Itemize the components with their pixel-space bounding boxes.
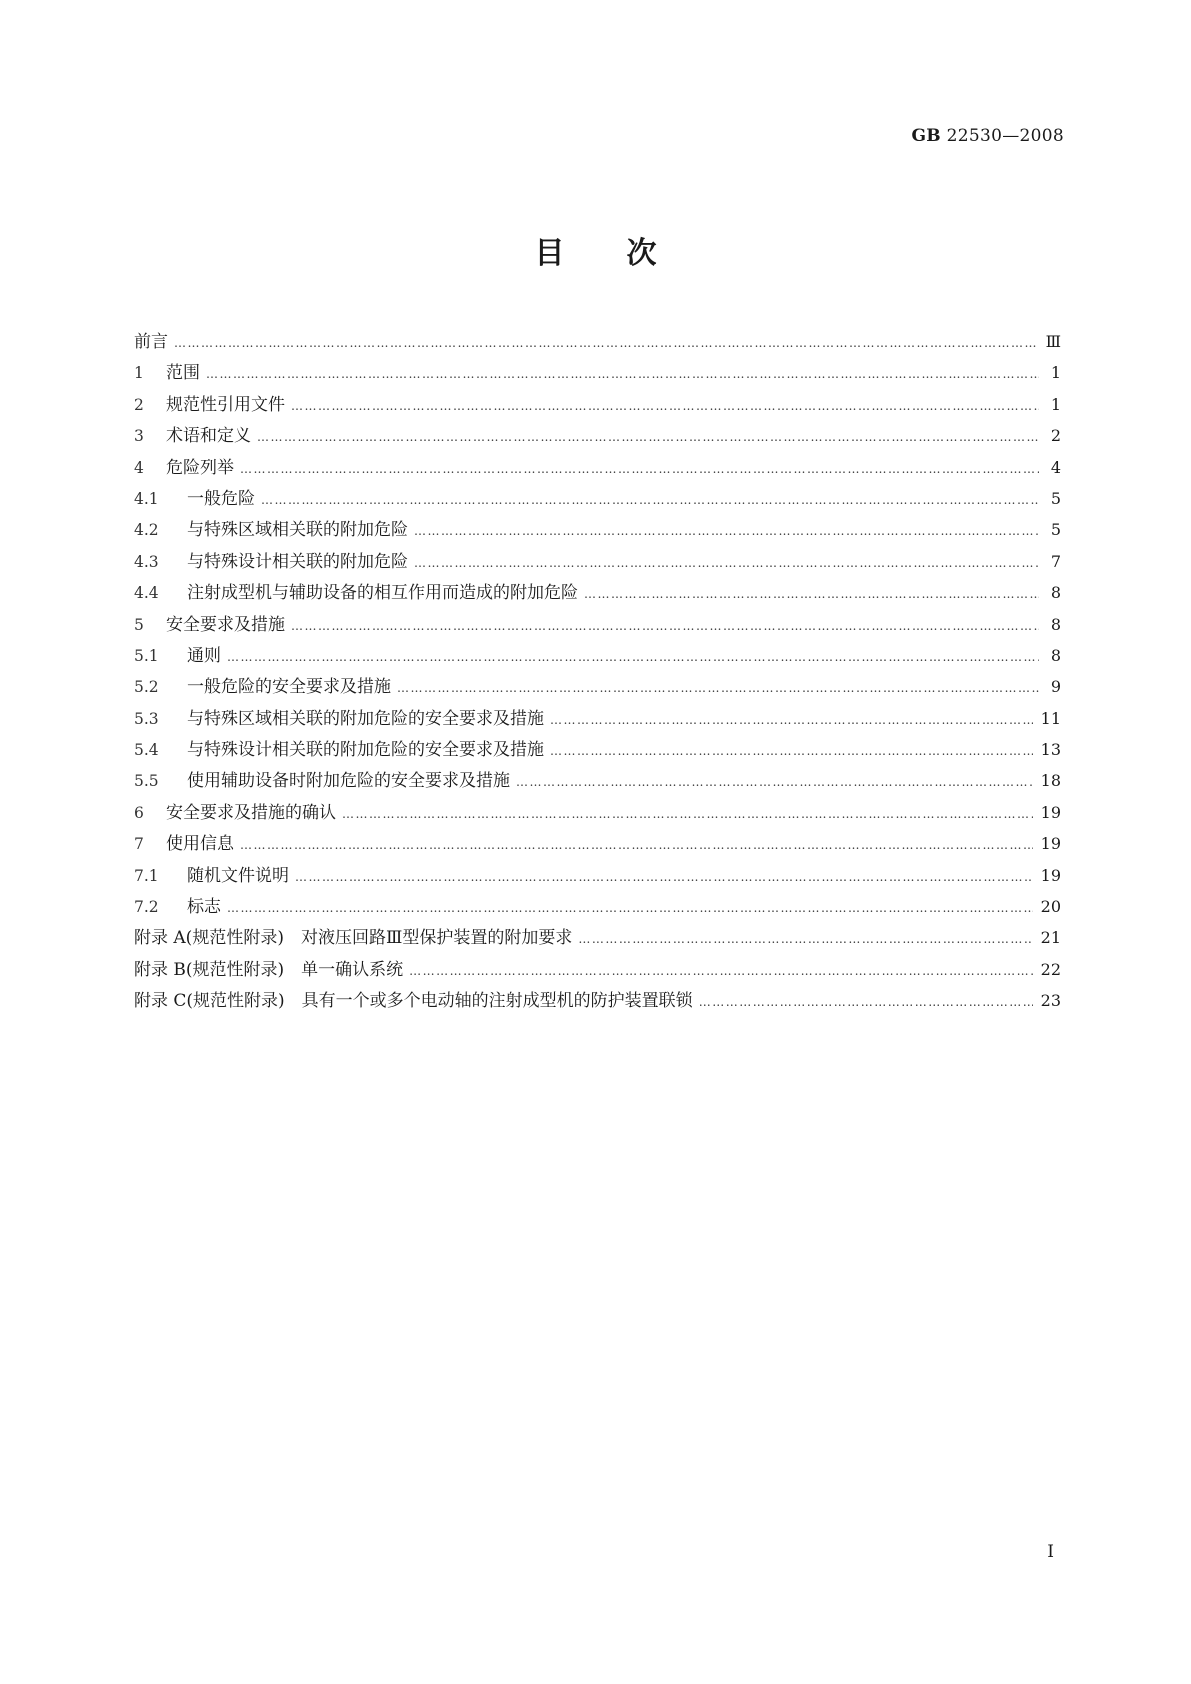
toc-entry-number: 5.3 xyxy=(134,709,159,728)
toc-entry-label: 与特殊设计相关联的附加危险 xyxy=(187,551,408,572)
toc-leader-dots xyxy=(699,995,1033,1009)
toc-leader-dots xyxy=(206,367,1039,381)
toc-entry-page: 4 xyxy=(1050,457,1061,477)
toc-entry[interactable] xyxy=(134,735,1061,766)
table-of-contents xyxy=(134,327,1061,1018)
toc-entry-label: 附录 C(规范性附录) 具有一个或多个电动轴的注射成型机的防护装置联锁 xyxy=(134,991,693,1012)
toc-entry-page: 23 xyxy=(1040,991,1061,1011)
toc-entry[interactable] xyxy=(134,358,1061,389)
toc-entry-label: 注射成型机与辅助设备的相互作用而造成的附加危险 xyxy=(187,583,578,604)
toc-entry-number: 7.1 xyxy=(134,866,159,885)
toc-leader-dots xyxy=(550,744,1033,758)
toc-entry-page: 19 xyxy=(1040,802,1061,822)
toc-entry-label: 危险列举 xyxy=(166,457,234,478)
toc-leader-dots xyxy=(550,713,1033,727)
toc-entry-page: 20 xyxy=(1040,897,1061,917)
toc-entry-page: 22 xyxy=(1040,959,1061,979)
toc-entry-label: 安全要求及措施的确认 xyxy=(166,802,336,823)
toc-entry-label: 使用辅助设备时附加危险的安全要求及措施 xyxy=(187,771,510,792)
toc-entry-label: 标志 xyxy=(187,897,221,918)
toc-entry[interactable] xyxy=(134,923,1061,954)
toc-entry[interactable] xyxy=(134,861,1061,892)
toc-leader-dots xyxy=(342,807,1033,821)
toc-entry-number: 5.4 xyxy=(134,741,159,760)
toc-entry-label: 与特殊设计相关联的附加危险的安全要求及措施 xyxy=(187,740,544,761)
toc-leader-dots xyxy=(397,681,1039,695)
standard-prefix: GB xyxy=(911,126,941,146)
toc-entry[interactable] xyxy=(134,672,1061,703)
toc-leader-dots xyxy=(409,964,1032,978)
toc-entry-number: 4.1 xyxy=(134,489,159,508)
toc-entry-number: 4.4 xyxy=(134,584,159,603)
toc-entry-label: 通则 xyxy=(187,645,221,666)
toc-entry-page: 8 xyxy=(1050,614,1061,634)
toc-entry-label: 一般危险的安全要求及措施 xyxy=(187,677,391,698)
toc-leader-dots xyxy=(261,493,1039,507)
toc-leader-dots xyxy=(295,870,1033,884)
toc-entry-number: 4.3 xyxy=(134,552,159,571)
toc-entry[interactable] xyxy=(134,955,1061,986)
toc-entry[interactable] xyxy=(134,610,1061,641)
toc-entry-label: 与特殊区域相关联的附加危险 xyxy=(187,520,408,541)
toc-entry[interactable] xyxy=(134,390,1061,421)
toc-entry[interactable] xyxy=(134,578,1061,609)
toc-leader-dots xyxy=(291,399,1039,413)
toc-leader-dots xyxy=(516,775,1033,789)
toc-entry[interactable] xyxy=(134,453,1061,484)
toc-leader-dots xyxy=(578,932,1032,946)
toc-entry-page: 8 xyxy=(1050,583,1061,603)
toc-entry-label: 随机文件说明 xyxy=(187,865,289,886)
toc-entry[interactable] xyxy=(134,547,1061,578)
toc-entry-label: 前言 xyxy=(134,332,168,352)
toc-entry-page: 18 xyxy=(1040,771,1061,791)
toc-entry-number: 5.1 xyxy=(134,646,159,665)
toc-entry-label: 使用信息 xyxy=(166,834,234,855)
toc-entry-page: 5 xyxy=(1050,520,1061,540)
toc-entry[interactable] xyxy=(134,829,1061,860)
toc-entry-page: Ⅲ xyxy=(1045,332,1061,351)
toc-entry-label: 范围 xyxy=(166,363,200,384)
toc-entry-page: 1 xyxy=(1050,363,1061,383)
toc-entry-label: 附录 B(规范性附录) 单一确认系统 xyxy=(134,959,404,980)
toc-entry-page: 5 xyxy=(1050,488,1061,508)
toc-entry-number: 7.2 xyxy=(134,898,159,917)
toc-entry-page: 2 xyxy=(1050,426,1061,446)
toc-entry-number: 1 xyxy=(134,364,144,383)
toc-entry-page: 19 xyxy=(1040,865,1061,885)
toc-entry[interactable] xyxy=(134,484,1061,515)
toc-entry-number: 3 xyxy=(134,427,144,446)
toc-entry-page: 13 xyxy=(1040,740,1061,760)
toc-entry-number: 4.2 xyxy=(134,521,159,540)
toc-entry-number: 7 xyxy=(134,835,144,854)
toc-leader-dots xyxy=(227,901,1033,915)
toc-entry[interactable] xyxy=(134,798,1061,829)
toc-leader-dots xyxy=(240,838,1033,852)
toc-entry-number: 4 xyxy=(134,458,144,477)
toc-entry-number: 5.5 xyxy=(134,772,159,791)
toc-entry-page: 1 xyxy=(1050,394,1061,414)
toc-leader-dots xyxy=(584,587,1039,601)
page-title: 目次 xyxy=(534,236,719,271)
toc-entry[interactable] xyxy=(134,766,1061,797)
toc-entry-page: 8 xyxy=(1050,645,1061,665)
toc-entry[interactable] xyxy=(134,986,1061,1017)
toc-entry-page: 11 xyxy=(1040,708,1061,728)
toc-entry-number: 6 xyxy=(134,803,144,822)
toc-entry-label: 与特殊区域相关联的附加危险的安全要求及措施 xyxy=(187,708,544,729)
toc-entry-page: 19 xyxy=(1040,834,1061,854)
toc-entry[interactable] xyxy=(134,327,1061,358)
toc-entry-label: 附录 A(规范性附录) 对液压回路Ⅲ型保护装置的附加要求 xyxy=(134,928,573,949)
toc-entry[interactable] xyxy=(134,515,1061,546)
toc-entry-label: 术语和定义 xyxy=(166,426,251,447)
toc-leader-dots xyxy=(227,650,1039,664)
toc-entry[interactable] xyxy=(134,421,1061,452)
toc-entry-page: 7 xyxy=(1050,551,1061,571)
toc-leader-dots xyxy=(291,619,1039,633)
toc-entry-label: 安全要求及措施 xyxy=(166,614,285,635)
toc-entry[interactable] xyxy=(134,704,1061,735)
toc-leader-dots xyxy=(257,430,1039,444)
standard-code xyxy=(911,126,1064,146)
toc-leader-dots xyxy=(174,336,1038,350)
page-number: Ⅰ xyxy=(1047,1542,1054,1562)
toc-entry[interactable] xyxy=(134,641,1061,672)
standard-number: 22530—2008 xyxy=(946,126,1064,146)
toc-entry-label: 规范性引用文件 xyxy=(166,394,285,415)
toc-entry-number: 5 xyxy=(134,615,144,634)
toc-entry-page: 9 xyxy=(1050,677,1061,697)
toc-entry[interactable] xyxy=(134,892,1061,923)
toc-leader-dots xyxy=(414,556,1039,570)
toc-entry-number: 2 xyxy=(134,395,144,414)
toc-entry-label: 一般危险 xyxy=(187,488,255,509)
toc-entry-page: 21 xyxy=(1040,928,1061,948)
toc-entry-number: 5.2 xyxy=(134,678,159,697)
toc-leader-dots xyxy=(240,462,1039,476)
toc-leader-dots xyxy=(414,524,1039,538)
